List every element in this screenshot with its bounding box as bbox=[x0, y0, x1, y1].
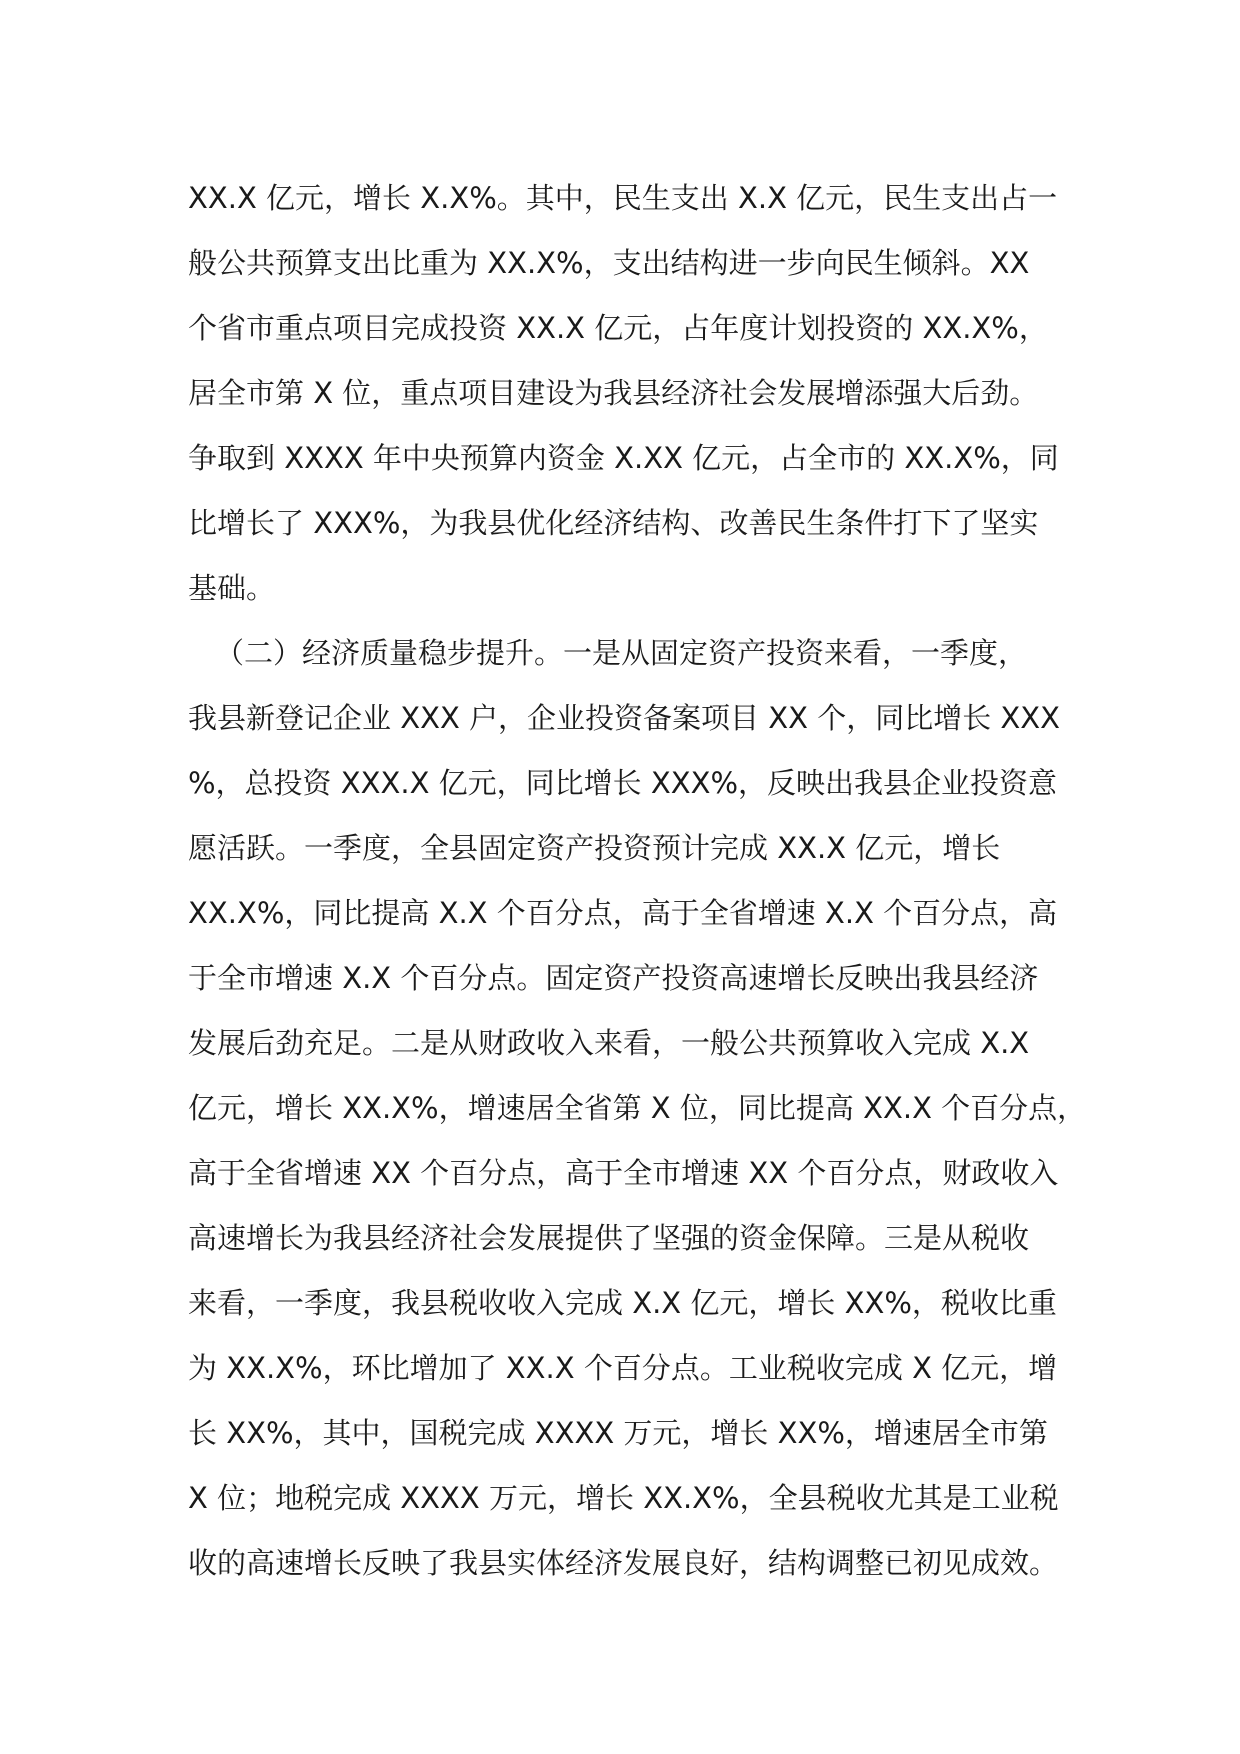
text-line: 高速增长为我县经济社会发展提供了坚强的资金保障。三是从税收 bbox=[188, 1221, 1030, 1255]
text-line: 长 XX%，其中，国税完成 XXXX 万元，增长 XX%，增速居全市第 bbox=[188, 1416, 1048, 1450]
text-line: 争取到 XXXX 年中央预算内资金 X.XX 亿元，占全市的 XX.X%，同 bbox=[188, 441, 1059, 475]
text-line: 我县新登记企业 XXX 户，企业投资备案项目 XX 个，同比增长 XXX bbox=[188, 701, 1061, 735]
body-text bbox=[188, 166, 1088, 1596]
text-line: XX.X%，同比提高 X.X 个百分点，高于全省增速 X.X 个百分点，高 bbox=[188, 896, 1058, 930]
text-line: 发展后劲充足。二是从财政收入来看，一般公共预算收入完成 X.X bbox=[188, 1026, 1030, 1060]
text-line: %，总投资 XXX.X 亿元，同比增长 XXX%，反映出我县企业投资意 bbox=[188, 766, 1058, 800]
text-line: 亿元，增长 XX.X%，增速居全省第 X 位，同比提高 XX.X 个百分点， bbox=[188, 1091, 1087, 1125]
text-line: 于全市增速 X.X 个百分点。固定资产投资高速增长反映出我县经济 bbox=[188, 961, 1039, 995]
text-line: 愿活跃。一季度，全县固定资产投资预计完成 XX.X 亿元，增长 bbox=[188, 831, 1001, 865]
text-line: 基础。 bbox=[188, 571, 276, 605]
section-heading-line: （二）经济质量稳步提升。一是从固定资产投资来看，一季度， bbox=[215, 636, 1028, 670]
text-line: 个省市重点项目完成投资 XX.X 亿元，占年度计划投资的 XX.X%， bbox=[188, 311, 1048, 345]
text-line: 来看，一季度，我县税收收入完成 X.X 亿元，增长 XX%，税收比重 bbox=[188, 1286, 1057, 1320]
text-line: 高于全省增速 XX 个百分点，高于全市增速 XX 个百分点，财政收入 bbox=[188, 1156, 1059, 1190]
text-line: 居全市第 X 位，重点项目建设为我县经济社会发展增添强大后劲。 bbox=[188, 376, 1039, 410]
text-line: 收的高速增长反映了我县实体经济发展良好，结构调整已初见成效。 bbox=[188, 1546, 1059, 1580]
text-line: 般公共预算支出比重为 XX.X%，支出结构进一步向民生倾斜。XX bbox=[188, 246, 1030, 280]
text-line: X 位；地税完成 XXXX 万元，增长 XX.X%，全县税收尤其是工业税 bbox=[188, 1481, 1059, 1515]
text-line: XX.X 亿元，增长 X.X%。其中，民生支出 X.X 亿元，民生支出占一 bbox=[188, 181, 1058, 215]
text-line: 为 XX.X%，环比增加了 XX.X 个百分点。工业税收完成 X 亿元，增 bbox=[188, 1351, 1058, 1385]
text-line: 比增长了 XXX%，为我县优化经济结构、改善民生条件打下了坚实 bbox=[188, 506, 1039, 540]
